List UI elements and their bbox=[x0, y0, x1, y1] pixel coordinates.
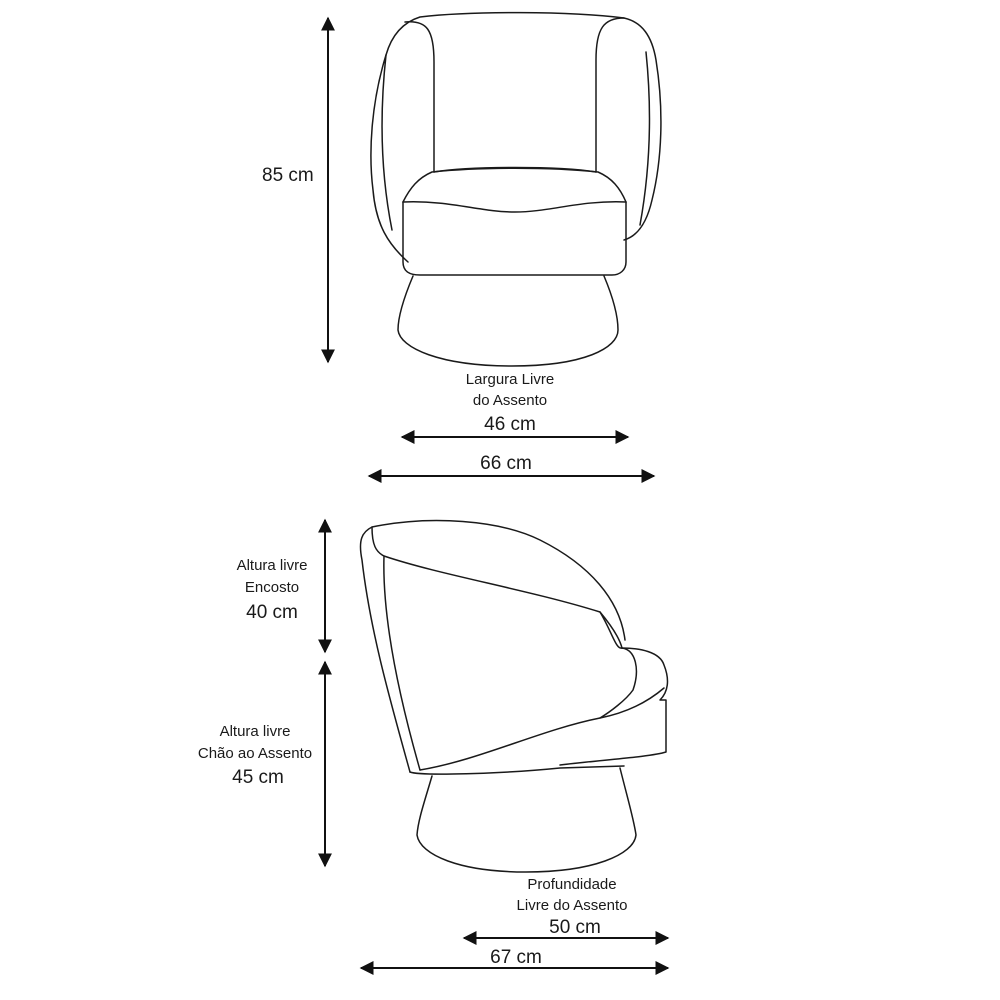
back-height-label: 40 cm bbox=[246, 602, 298, 623]
back-height-caption-line1: Altura livre bbox=[236, 557, 308, 574]
seat-width-label: 46 cm bbox=[484, 414, 536, 435]
seat-depth-caption-line2: Livre do Assento bbox=[516, 897, 628, 914]
seat-height-caption-line1: Altura livre bbox=[219, 723, 291, 740]
back-height-caption-line2: Encosto bbox=[244, 579, 300, 596]
total-width-label: 66 cm bbox=[480, 453, 532, 474]
seat-height-label: 45 cm bbox=[232, 767, 284, 788]
total-depth-label: 67 cm bbox=[490, 947, 542, 968]
chair-front-view bbox=[371, 13, 661, 366]
chair-side-view bbox=[360, 521, 667, 872]
seat-height-caption-line2: Chão ao Assento bbox=[197, 745, 313, 762]
seat-depth-label: 50 cm bbox=[549, 917, 601, 938]
seat-depth-caption-line1: Profundidade bbox=[527, 876, 617, 893]
front-height-label: 85 cm bbox=[262, 165, 314, 186]
seat-width-caption-line2: do Assento bbox=[472, 392, 548, 409]
seat-width-caption-line1: Largura Livre bbox=[465, 371, 555, 388]
